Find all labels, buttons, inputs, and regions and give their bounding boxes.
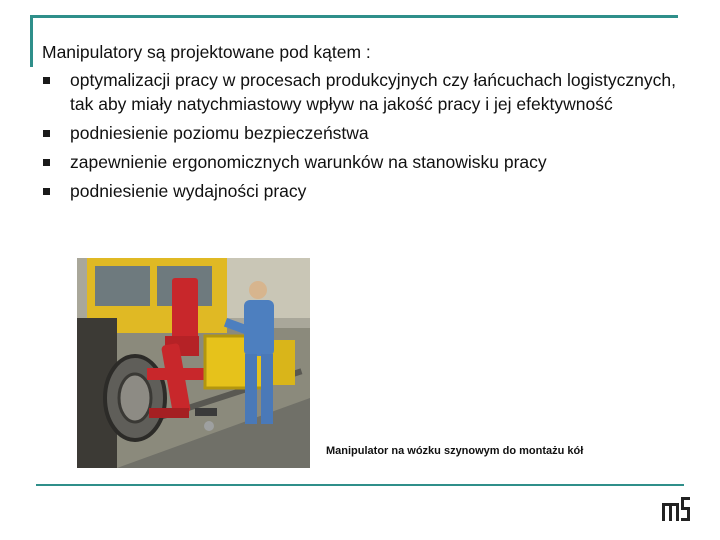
bullet-item (42, 179, 682, 203)
bullet-item (42, 150, 682, 174)
ms-logo (660, 494, 692, 524)
bullet-text: zapewnienie ergonomicznych warunków na stanowisku pracy (70, 152, 547, 172)
manipulator-photo (77, 258, 310, 468)
square-bullet-icon (43, 159, 50, 166)
square-bullet-icon (43, 130, 50, 137)
bottom-rule (36, 484, 684, 486)
bullet-list (42, 68, 682, 203)
slide-content (42, 40, 682, 208)
left-rule (30, 15, 33, 67)
workshop-illustration (77, 258, 310, 468)
top-rule (30, 15, 678, 18)
square-bullet-icon (43, 188, 50, 195)
bullet-item (42, 68, 682, 116)
square-bullet-icon (43, 77, 50, 84)
photo-caption: Manipulator na wózku szynowym do montażu kół (326, 445, 584, 457)
bullet-text: podniesienie wydajności pracy (70, 181, 307, 201)
intro-text: Manipulatory są projektowane pod kątem : (42, 42, 371, 62)
ms-logo-icon (660, 494, 692, 524)
bullet-item (42, 121, 682, 145)
bullet-text: optymalizacji pracy w procesach produkcyjnych czy łańcuchach logistycznych, tak aby miały natychmiastowy wpływ na jakość pracy i jej efektywność (70, 70, 676, 114)
bullet-text: podniesienie poziomu bezpieczeństwa (70, 123, 369, 143)
